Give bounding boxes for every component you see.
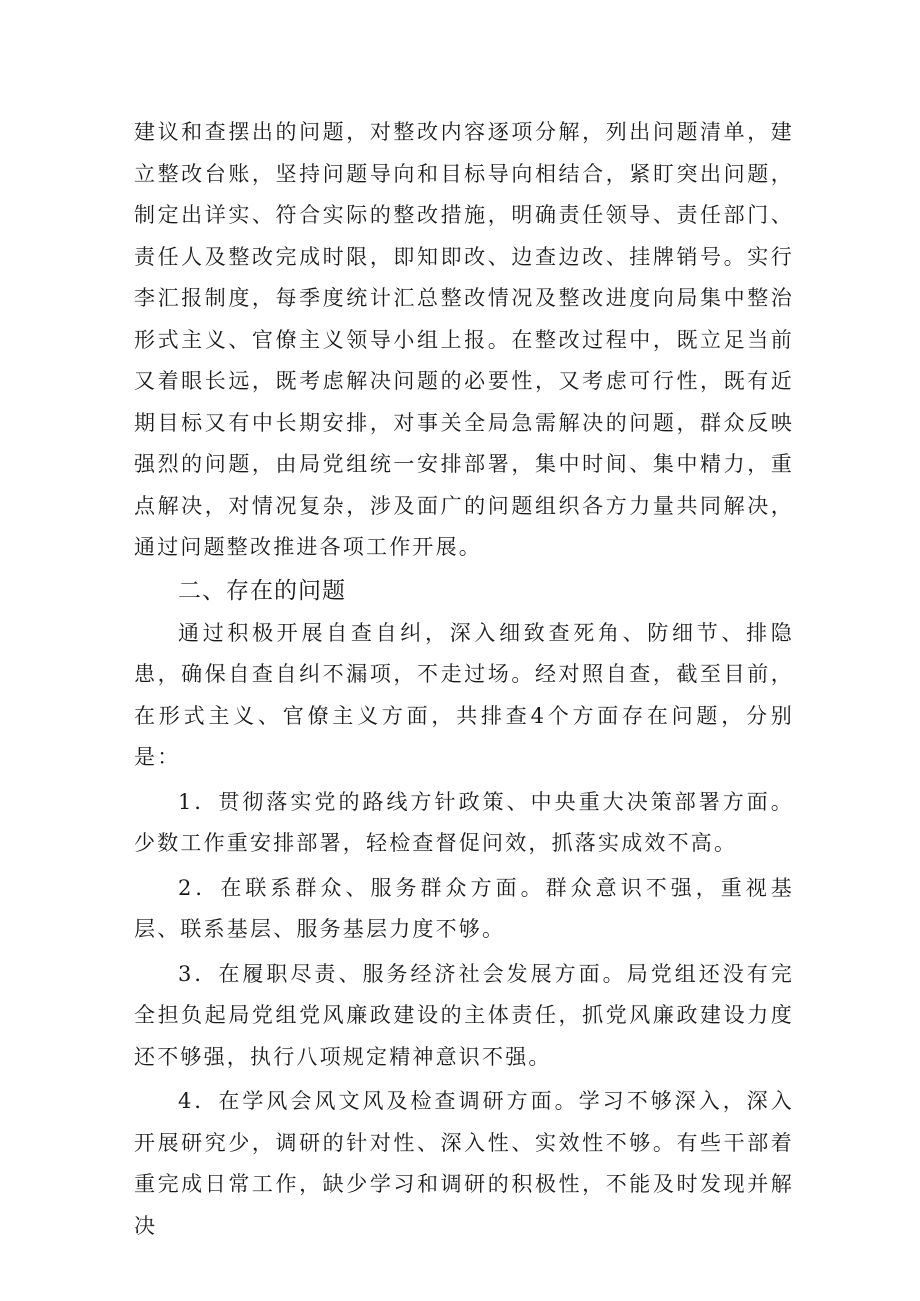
section-heading: 二、存在的问题 <box>178 577 346 604</box>
problem-item-2: 2．在联系群众、服务群众方面。群众意识不强，重视基层、联系基层、服务基层力度不够。 <box>134 875 794 941</box>
problem-item-3: 3．在履职尽责、服务经济社会发展方面。局党组还没有完全担负起局党组党风廉政建设的主体责任，抓党风廉政建设力度还不够强，执行八项规定精神意识不强。 <box>134 961 794 1069</box>
intro-paragraph: 通过积极开展自查自纠，深入细致查死角、防细节、排隐患，确保自查自纠不漏项，不走过场。经对照自查，截至目前，在形式主义、官僚主义方面，共排查4个方面存在问题，分别是： <box>134 620 794 769</box>
document-body <box>134 112 794 1247</box>
continuation-paragraph: 建议和查摆出的问题，对整改内容逐项分解，列出问题清单，建立整改台账，坚持问题导向和目标导向相结合，紧盯突出问题，制定出详实、符合实际的整改措施，明确责任领导、责任部门、责任人及整改完成时限，即知即改、边查边改、挂牌销号。实行李汇报制度，每季度统计汇总整改情况及整改进度向局集中整治形式主义、官僚主义领导小组上报。在整改过程中，既立足当前又着眼长远，既考虑解决问题的必要性，又考虑可行性，既有近期目标又有中长期安排，对事关全局急需解决的问题，群众反映强烈的问题，由局党组统一安排部署，集中时间、集中精力，重点解决，对情况复杂，涉及面广的问题组织各方力量共同解决，通过问题整改推进各项工作开展。 <box>134 120 794 559</box>
problem-item-1: 1．贯彻落实党的路线方针政策、中央重大决策部署方面。少数工作重安排部署，轻检查督促问效，抓落实成效不高。 <box>134 789 794 855</box>
problem-item-4: 4．在学风会风文风及检查调研方面。学习不够深入，深入开展研究少，调研的针对性、深入性、实效性不够。有些干部着重完成日常工作，缺少学习和调研的积极性，不能及时发现并解决 <box>134 1089 794 1238</box>
